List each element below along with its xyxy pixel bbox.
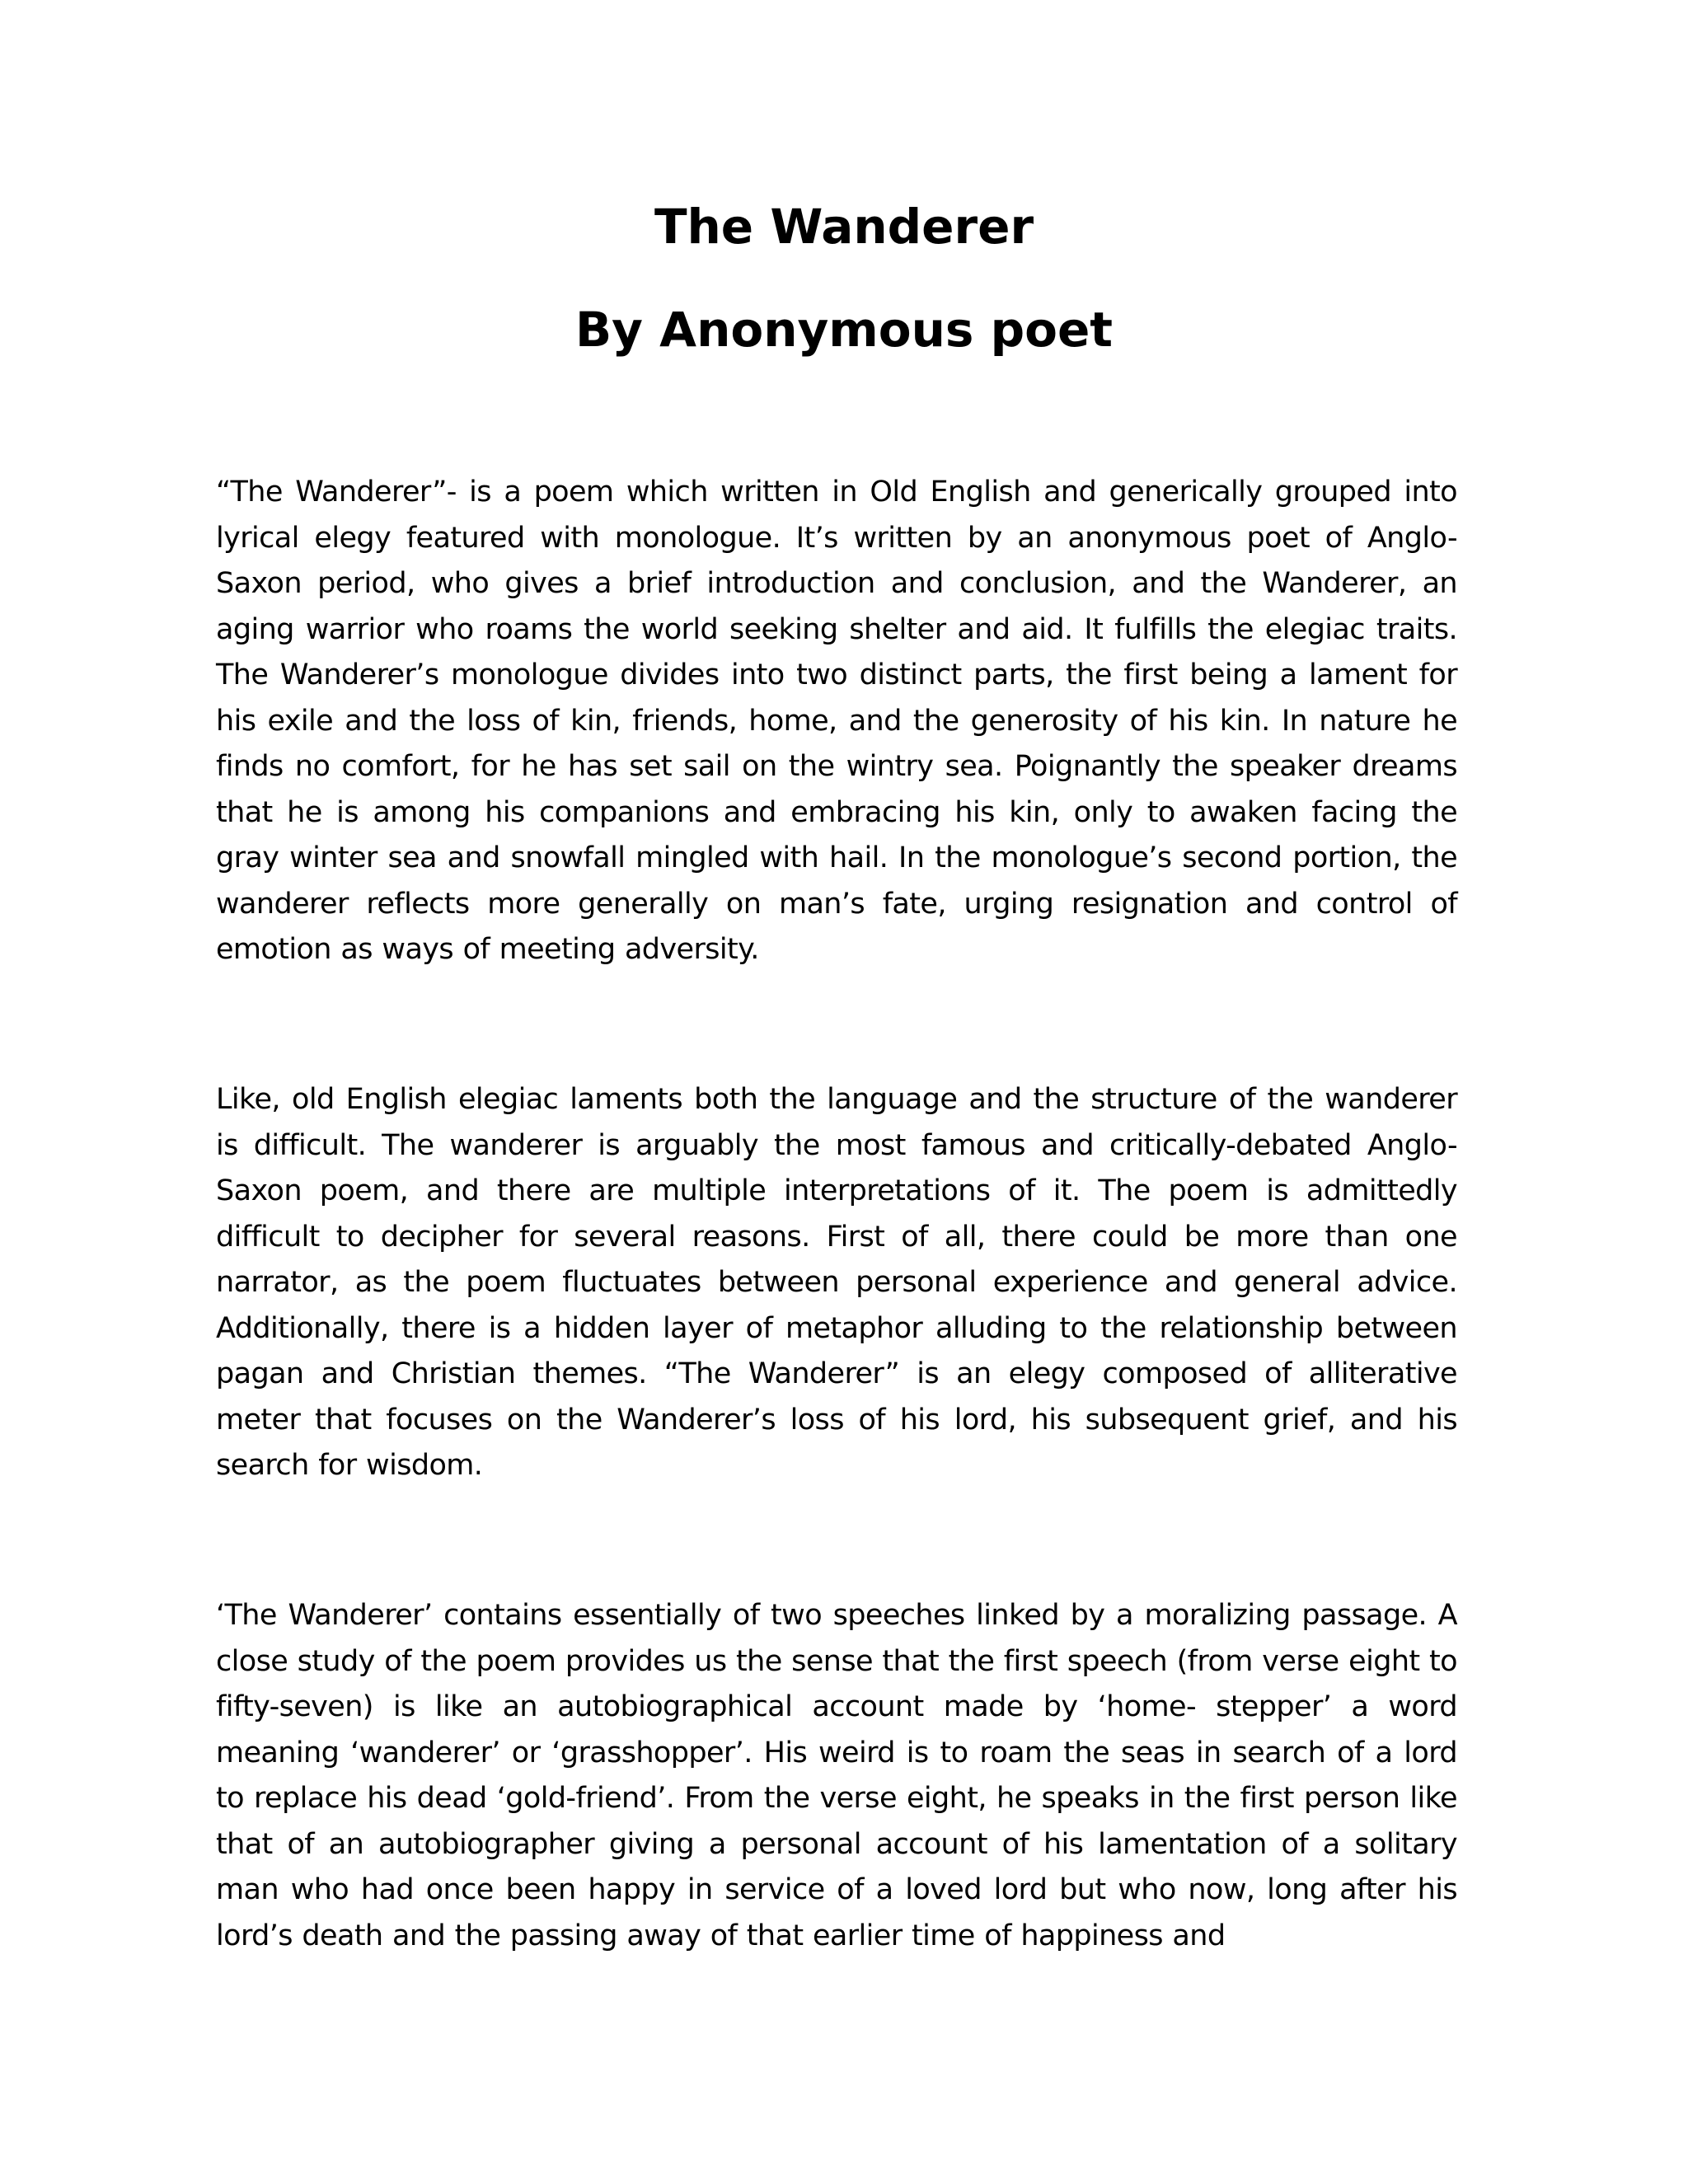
document-title: The Wanderer [654,199,1034,255]
body-paragraph-2: Like, old English elegiac laments both the language and the structure of the wanderer is difficult. The wanderer is arguably the most famous and critically-debated Anglo-Saxon poem, and there are multiple interpretations of it. The poem is admittedly difficult to decipher for several reasons. First of all, there could be more than one narrator, as the poem fluctuates between personal experience and general advice. Additionally, there is a hidden layer of metaphor alluding to the relationship between pagan and Christian themes. “The Wanderer” is an elegy composed of alliterative meter that focuses on the Wanderer’s loss of his lord, his subsequent grief, and his search for wisdom. [216,1083,1457,1482]
document-byline: By Anonymous poet [574,302,1114,358]
body-paragraph-3: ‘The Wanderer’ contains essentially of two speeches linked by a moralizing passage. A close study of the poem provides us the sense that the first speech (from verse eight to fifty-seven) is like an autobiographical account made by ‘home- stepper’ a word meaning ‘wanderer’ or ‘grasshopper’. His weird is to roam the seas in search of a lord to replace his dead ‘gold-friend’. From the verse eight, he speaks in the first person like that of an autobiographer giving a personal account of his lamentation of a solitary man who had once been happy in service of a loved lord but who now, long after his lord’s death and the passing away of that earlier time of happiness and [216,1599,1457,1952]
body-paragraph-1: “The Wanderer”- is a poem which written in Old English and generically grouped into lyrical elegy featured with monologue. It’s written by an anonymous poet of Anglo-Saxon period, who gives a brief introduction and conclusion, and the Wanderer, an aging warrior who roams the world seeking shelter and aid. It fulfills the elegiac traits. The Wanderer’s monologue divides into two distinct parts, the first being a lament for his exile and the loss of kin, friends, home, and the generosity of his kin. In nature he finds no comfort, for he has set sail on the wintry sea. Poignantly the speaker dreams that he is among his companions and embracing his kin, only to awaken facing the gray winter sea and snowfall mingled with hail. In the monologue’s second portion, the wanderer reflects more generally on man’s fate, urging resignation and control of emotion as ways of meeting adversity. [216,476,1457,966]
